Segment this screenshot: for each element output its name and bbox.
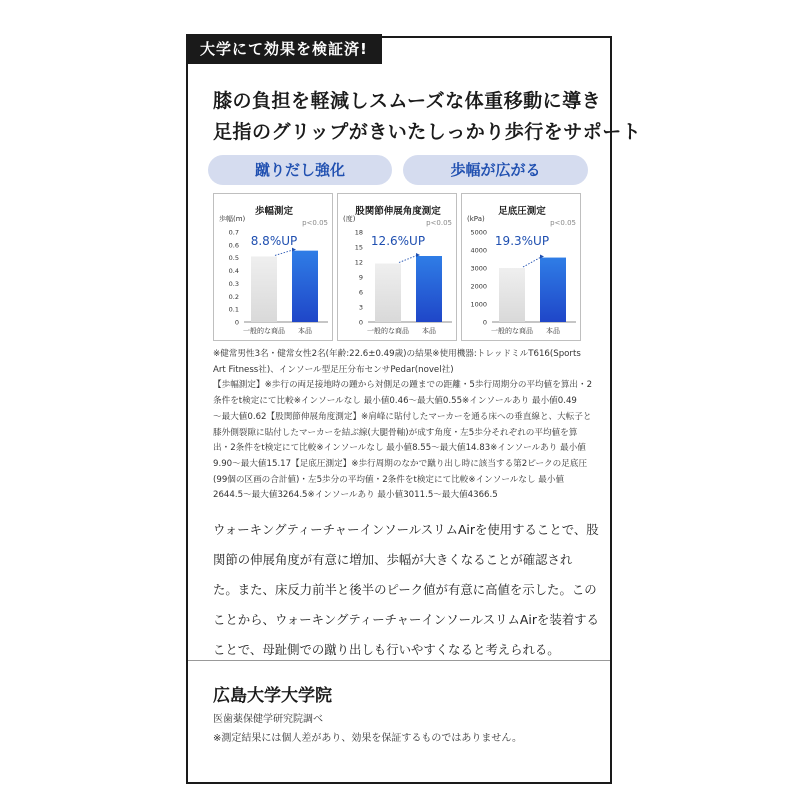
chart-plantar-pressure-svg xyxy=(462,194,582,342)
verified-badge: 大学にて効果を検証済! xyxy=(186,34,382,64)
y-axis-label: 歩幅(m) xyxy=(219,215,246,223)
y-axis-label: (kPa) xyxy=(467,215,485,223)
y-tick-label: 12 xyxy=(354,258,363,267)
increase-percent-label: 12.6%UP xyxy=(370,234,426,248)
y-tick-label: 3 xyxy=(358,303,363,312)
bar-standard-product xyxy=(251,256,277,322)
x-category-label: 本品 xyxy=(546,327,560,335)
note-line: ※健常男性3名・健常女性2名(年齢:22.6±0.49歳)の結果※使用機器:トレッドミルT616(Sports xyxy=(213,349,581,359)
y-tick-label: 2000 xyxy=(470,282,487,291)
y-tick-label: 3000 xyxy=(470,264,487,273)
note-line: 2644.5〜最大値3264.5※インソールあり 最小値3011.5〜最大値4366.5 xyxy=(213,490,498,501)
x-category-label: 本品 xyxy=(422,327,436,335)
headline xyxy=(213,86,642,148)
conclusion-line: た。また、床反力前半と後半のピーク値が有意に高値を示した。この xyxy=(213,582,597,597)
increase-arrow-line xyxy=(399,255,418,263)
headline-line-2: 足指のグリップがきいたしっかり歩行をサポート xyxy=(213,121,642,143)
chart-card-stride xyxy=(213,193,333,341)
increase-percent-label: 8.8%UP xyxy=(250,234,298,248)
increase-arrow-line xyxy=(275,250,294,256)
x-category-label: 一般的な商品 xyxy=(367,327,409,335)
chart-card-hip-angle xyxy=(337,193,457,341)
study-notes xyxy=(213,347,595,504)
note-line: 〜最大値0.62【股関節伸展角度測定】※肩峰に貼付したマーカーを通る床への垂直線と、大転子と xyxy=(213,411,592,422)
y-tick-label: 0 xyxy=(482,318,487,327)
y-tick-label: 5000 xyxy=(470,228,487,237)
y-tick-label: 0.2 xyxy=(228,292,239,301)
y-tick-label: 18 xyxy=(354,228,363,237)
x-category-label: 一般的な商品 xyxy=(491,327,533,335)
y-tick-label: 0.4 xyxy=(228,267,239,276)
bar-standard-product xyxy=(375,264,401,323)
x-category-label: 本品 xyxy=(298,327,312,335)
chart-title: 股関節伸展角度測定 xyxy=(355,206,441,217)
p-value-label: p<0.05 xyxy=(302,219,328,227)
note-line: 【歩幅測定】※歩行の両足接地時の踵から対側足の踵までの距離・5歩行周期分の平均値を算出・2 xyxy=(213,380,593,391)
note-line: 9.90〜最大値15.17【足底圧測定】※歩行周期のなかで蹴り出し時に該当する第2ピークの足底圧 xyxy=(213,458,588,469)
y-tick-label: 0.6 xyxy=(228,241,239,250)
y-tick-label: 0 xyxy=(358,318,363,327)
y-tick-label: 1000 xyxy=(470,300,487,309)
divider xyxy=(188,660,610,661)
bar-standard-product xyxy=(499,268,525,322)
y-tick-label: 9 xyxy=(358,273,363,282)
university-name: 広島大学大学院 xyxy=(213,686,332,706)
note-line: 膝外側裂隙に貼付したマーカーを結ぶ線(大腿骨軸)が成す角度・左5歩分それぞれの平均値を算 xyxy=(213,427,578,438)
note-line: (99個の区画の合計値)・左5歩分の平均値・2条件をt検定にて比較※インソールなし 最小値 xyxy=(213,474,565,485)
benefit-pill-push-off: 蹴りだし強化 xyxy=(208,155,392,185)
benefit-pill-stride: 歩幅が広がる xyxy=(403,155,588,185)
chart-title: 足底圧測定 xyxy=(498,206,546,217)
increase-percent-label: 19.3%UP xyxy=(494,234,550,248)
conclusion-line: ことから、ウォーキングティーチャーインソールスリムAirを装着する xyxy=(213,612,599,627)
x-category-label: 一般的な商品 xyxy=(243,327,285,335)
chart-stride-svg xyxy=(214,194,334,342)
chart-card-plantar-pressure xyxy=(461,193,581,341)
p-value-label: p<0.05 xyxy=(550,219,576,227)
y-tick-label: 0.1 xyxy=(228,305,239,314)
y-tick-label: 15 xyxy=(354,243,363,252)
p-value-label: p<0.05 xyxy=(426,219,452,227)
y-tick-label: 0.5 xyxy=(228,254,239,263)
note-line: 出・2条件をt検定にて比較※インソールなし 最小値8.55〜最大値14.83※インソールあり 最小値 xyxy=(213,443,586,454)
conclusion-text xyxy=(213,515,605,665)
conclusion-line: ことで、母趾側での蹴り出しも行いやすくなると考えられる。 xyxy=(213,642,560,657)
y-tick-label: 0 xyxy=(234,318,239,327)
chart-hip-angle-svg xyxy=(338,194,458,342)
disclaimer: ※測定結果には個人差があり、効果を保証するものではありません。 xyxy=(213,733,522,744)
bar-this-product xyxy=(416,256,442,322)
conclusion-line: ウォーキングティーチャーインソールスリムAirを使用することで、股 xyxy=(213,522,599,537)
bar-this-product xyxy=(540,258,566,322)
note-line: Art Fitness社)、インソール型足圧分布センサPedar(novel社) xyxy=(213,364,454,375)
y-tick-label: 6 xyxy=(358,288,363,297)
bar-this-product xyxy=(292,251,318,322)
increase-arrow-line xyxy=(523,257,542,267)
y-tick-label: 0.3 xyxy=(228,279,239,288)
y-tick-label: 4000 xyxy=(470,246,487,255)
y-tick-label: 0.7 xyxy=(228,228,239,237)
department-name: 医歯薬保健学研究院調べ xyxy=(213,714,323,725)
headline-line-1: 膝の負担を軽減しスムーズな体重移動に導き xyxy=(213,90,602,112)
y-axis-label: (度) xyxy=(343,215,356,223)
chart-title: 歩幅測定 xyxy=(254,206,294,217)
note-line: 条件をt検定にて比較※インソールなし 最小値0.46〜最大値0.55※インソールあり 最小値0.49 xyxy=(213,396,577,407)
conclusion-line: 関節の伸展角度が有意に増加、歩幅が大きくなることが確認され xyxy=(213,552,573,567)
